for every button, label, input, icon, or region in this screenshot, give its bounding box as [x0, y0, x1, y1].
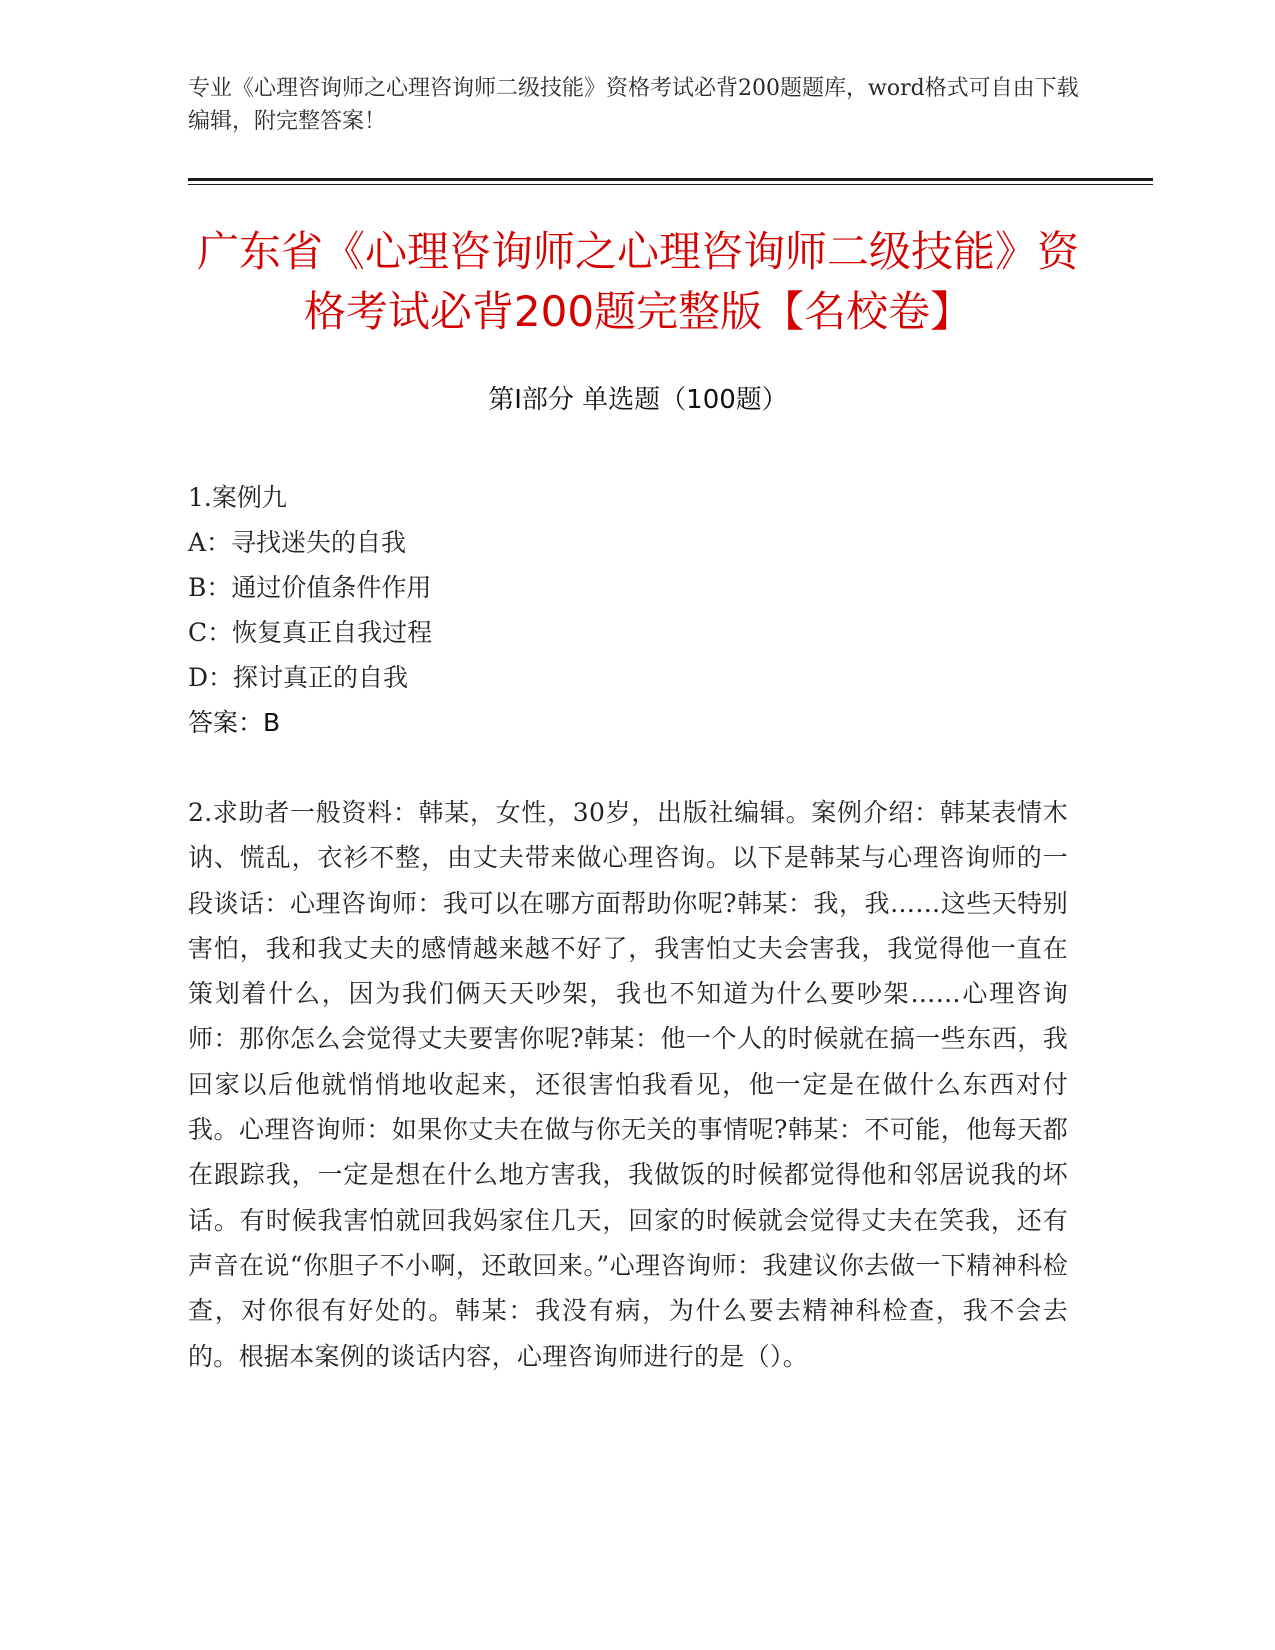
question-1	[188, 475, 1068, 745]
option-b: B：通过价值条件作用	[188, 573, 432, 602]
header-divider-thick	[188, 178, 1153, 181]
section-title: 第I部分 单选题（100题）	[488, 385, 788, 415]
question-stem: 1.案例九	[188, 483, 287, 512]
question-2	[188, 790, 1068, 1379]
option-a: A：寻找迷失的自我	[188, 528, 407, 557]
header-divider-thin	[188, 184, 1153, 185]
document-title: 广东省《心理咨询师之心理咨询师二级技能》资格考试必背200题完整版【名校卷】	[196, 227, 1079, 336]
option-d: D：探讨真正的自我	[188, 663, 409, 692]
option-c: C：恢复真正自我过程	[188, 618, 433, 647]
answer: 答案：B	[188, 708, 281, 737]
header-note: 专业《心理咨询师之心理咨询师二级技能》资格考试必背200题题库，word格式可自由下载编辑，附完整答案！	[188, 76, 1079, 134]
question-stem: 2.求助者一般资料：韩某，女性，30岁，出版社编辑。案例介绍：韩某表情木讷、慌乱，衣衫不整，由丈夫带来做心理咨询。以下是韩某与心理咨询师的一段谈话：心理咨询师：我可以在哪方面帮助你呢?韩某：我，我……这些天特别害怕，我和我丈夫的感情越来越不好了，我害怕丈夫会害我，我觉得他一直在策划着什么，因为我们俩天天吵架，我也不知道为什么要吵架……心理咨询师：那你怎么会觉得丈夫要害你呢?韩某：他一个人的时候就在搞一些东西，我回家以后他就悄悄地收起来，还很害怕我看见，他一定是在做什么东西对付我。心理咨询师：如果你丈夫在做与你无关的事情呢?韩某：不可能，他每天都在跟踪我，一定是想在什么地方害我，我做饭的时候都觉得他和邻居说我的坏话。有时候我害怕就回我妈家住几天，回家的时候就会觉得丈夫在笑我，还有声音在说“你胆子不小啊，还敢回来。”心理咨询师：我建议你去做一下精神科检查，对你很有好处的。韩某：我没有病，为什么要去精神科检查，我不会去的。根据本案例的谈话内容，心理咨询师进行的是（）。	[188, 798, 1068, 1371]
